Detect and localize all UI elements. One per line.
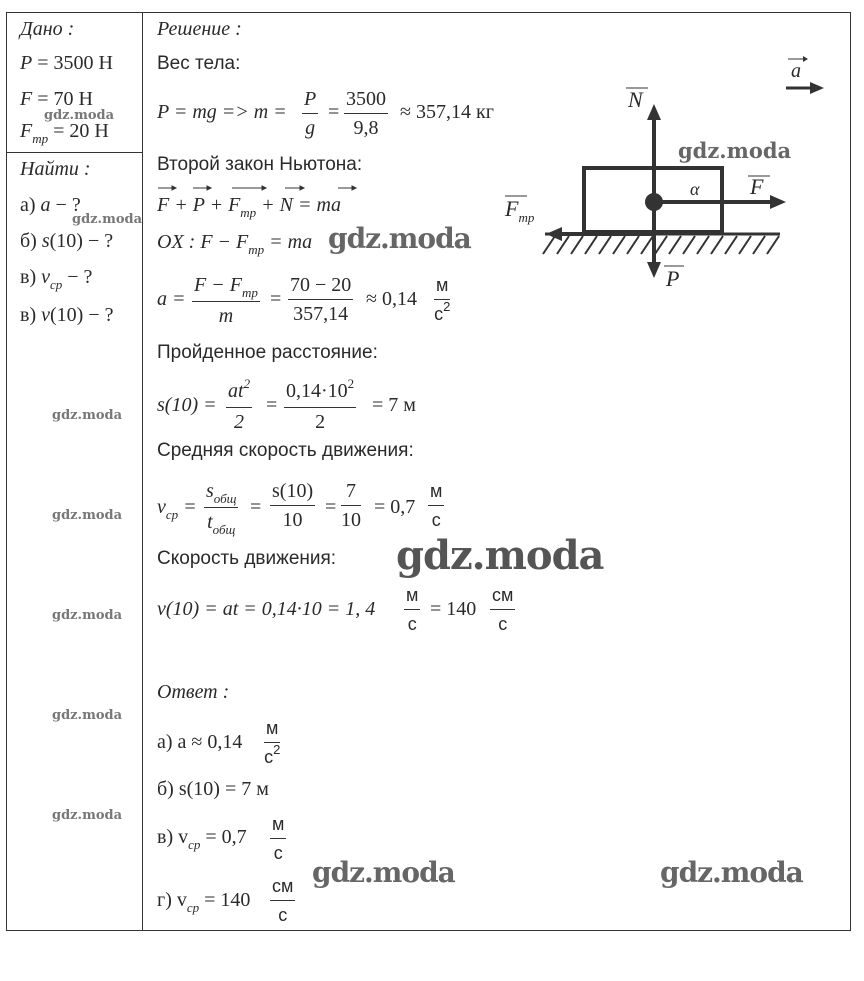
ox-equation: OX : $F - F_{тр}$ = ma: [157, 231, 313, 257]
watermark: gdz.moda: [312, 856, 455, 889]
speed-unit-cms: см с: [492, 585, 514, 634]
watermark: gdz.moda: [52, 708, 123, 723]
speed-heading: Скорость движения:: [157, 548, 337, 569]
angle-label: α: [690, 179, 700, 199]
avg-speed-frac-s10: $\frac{s(10)}{10}$: [272, 480, 314, 531]
answer-d-unit: см с: [272, 876, 294, 925]
weight-label: P: [666, 266, 680, 291]
weight-formula: P = mg => m =: [157, 101, 287, 123]
speed-line: v(10) = at = 0,14·10 = 1, 4: [157, 598, 376, 620]
applied-force-label: F: [750, 174, 764, 199]
weight-result: ≈ 357,14 кг: [400, 101, 494, 123]
watermark: gdz.moda: [52, 408, 123, 423]
given-force: F = 70 Н: [20, 88, 93, 110]
normal-force-label: N: [628, 87, 643, 112]
avg-speed-heading: Средняя скорость движения:: [157, 440, 414, 461]
answer-b: б) s(10) = 7 м: [157, 778, 269, 800]
answer-a-unit: м $с^2$: [264, 718, 281, 767]
find-title: Найти :: [20, 158, 91, 180]
equals-sign: =: [250, 496, 262, 518]
accel-result: ≈ 0,14: [366, 288, 417, 310]
find-item-v10: в) v(10) − ?: [20, 304, 114, 326]
find-item-s: б) s(10) − ?: [20, 230, 114, 252]
solution-title: Решение :: [157, 18, 242, 40]
equals-sign: =: [325, 496, 337, 518]
avg-speed-frac-symbolic: $s_{общ}$ $t_{общ}$: [206, 480, 237, 537]
distance-frac-values: $\frac{0,14\cdot 10^2}{2}$: [286, 376, 355, 433]
weight-frac-values: $\frac{3500}{9,8}$: [346, 88, 386, 139]
accel-frac-values: $\frac{70 - 20}{357,14}$: [290, 274, 352, 325]
answer-c-unit: м с: [272, 814, 285, 863]
avg-speed-unit: м с: [430, 481, 443, 530]
given-find-divider: [6, 152, 143, 153]
watermark: gdz.moda: [44, 108, 115, 123]
watermark: gdz.moda: [328, 222, 471, 255]
watermark: gdz.moda: [678, 138, 792, 163]
answer-c: в) $v_{ср} = 0,7$: [157, 826, 247, 852]
watermark: gdz.moda: [396, 532, 604, 579]
avg-speed-lhs: $v_{ср}$ =: [157, 496, 197, 522]
weight-heading: Вес тела:: [157, 53, 241, 74]
accel-unit: м $с^2$: [434, 275, 451, 324]
distance-frac-symbolic: $\frac{at^2}{2}$: [228, 376, 251, 433]
watermark: gdz.moda: [660, 856, 803, 889]
acceleration-label: a: [791, 60, 801, 82]
speed-unit-ms: м с: [406, 585, 419, 634]
friction-label: $F_{тр}$: [505, 196, 535, 225]
distance-heading: Пройденное расстояние:: [157, 342, 378, 363]
avg-speed-frac-values: $\frac{7}{10}$: [341, 480, 361, 531]
avg-speed-result: = 0,7: [374, 496, 416, 518]
accel-frac-symbolic: $F - F_{тр}$ m: [194, 274, 258, 327]
watermark: gdz.moda: [72, 212, 143, 227]
weight-frac-pg: $\frac{P}{g}$: [304, 88, 317, 139]
given-title: Дано :: [20, 18, 75, 40]
given-friction: $F_{тр} = 20$ Н: [20, 120, 109, 146]
equals-sign: =: [270, 288, 282, 310]
distance-result: = 7 м: [372, 394, 416, 416]
column-divider: [142, 12, 143, 931]
newton-vector-eq: $F + P + F_{тр} + N$ = ma: [157, 194, 341, 220]
answer-d: г) $v_{ср} = 140$: [157, 889, 251, 915]
speed-eq: = 140: [430, 598, 477, 620]
answer-a: а) a ≈ 0,14: [157, 731, 243, 753]
watermark: gdz.moda: [52, 608, 123, 623]
equals-sign: =: [328, 101, 340, 123]
given-weight: P = 3500 Н: [20, 52, 113, 74]
find-item-a: а) a − ?: [20, 194, 81, 216]
equals-sign: =: [266, 394, 278, 416]
find-item-vavg: в) $v_{ср}$ − ?: [20, 266, 93, 292]
watermark: gdz.moda: [52, 508, 123, 523]
newton-heading: Второй закон Ньютона:: [157, 154, 363, 175]
distance-lhs: s(10) =: [157, 394, 217, 416]
accel-lhs: a =: [157, 288, 186, 310]
watermark: gdz.moda: [52, 808, 123, 823]
answer-title: Ответ :: [157, 681, 230, 703]
